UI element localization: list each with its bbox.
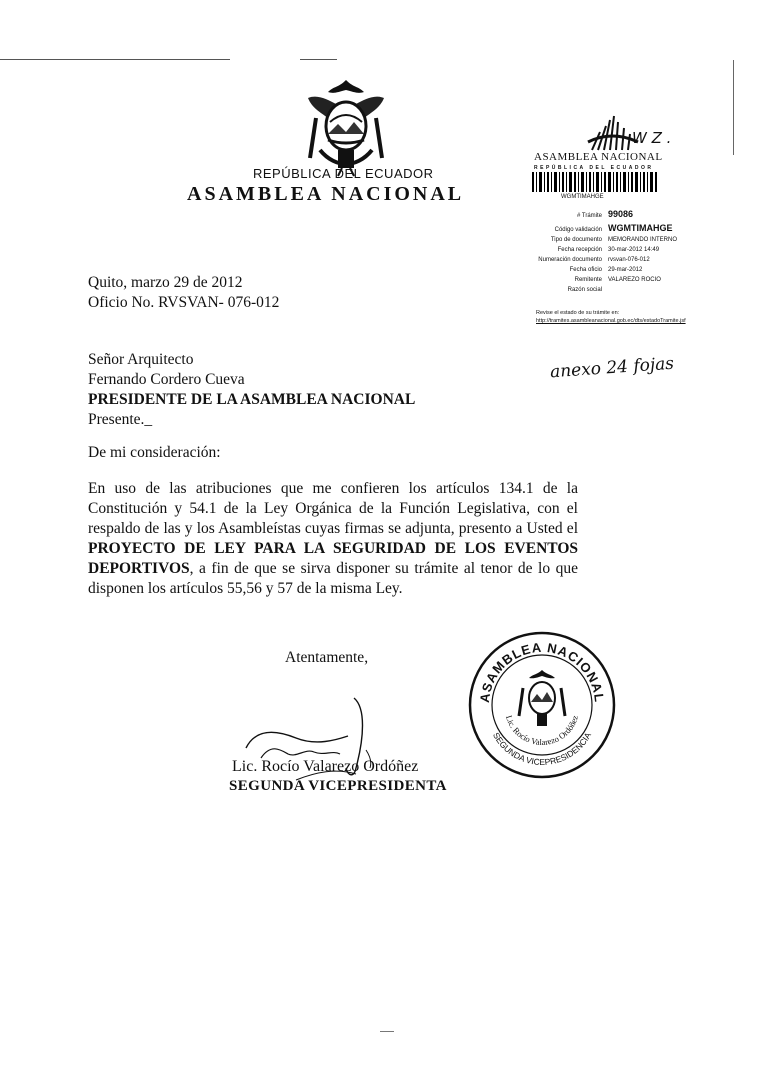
field-value: rvsvan-076-012 (608, 257, 650, 263)
seal-coat-of-arms-icon (519, 670, 565, 726)
field-label: Numeración documento (538, 257, 602, 263)
field-label: Razón social (567, 287, 602, 293)
field-value: 99086 (608, 209, 634, 219)
field-row-remitente (496, 277, 726, 287)
field-label: Fecha recepción (557, 247, 602, 253)
signer-name: Lic. Rocío Valarezo Ordóñez (232, 758, 419, 775)
body-paragraph (88, 479, 578, 599)
field-row-tramite (496, 209, 726, 223)
present: Presente._ (88, 411, 153, 428)
header-rule-right (300, 59, 337, 60)
recipient-title: PRESIDENTE DE LA ASAMBLEA NACIONAL (88, 391, 416, 408)
stamp-fields (496, 209, 726, 297)
barcode-text: WGMTIMAHGE (561, 194, 604, 200)
field-label: Fecha oficio (569, 267, 602, 273)
svg-text:SEGUNDA VICEPRESIDENCIA (491, 730, 593, 767)
official-seal (467, 630, 617, 780)
institution-name: ASAMBLEA NACIONAL (187, 183, 465, 205)
seal-inner-text: Lic. Rocío Valarezo Ordóñez (503, 714, 581, 748)
closing: Atentamente, (285, 649, 369, 666)
field-row-razon (496, 287, 726, 297)
seal-bottom-text: SEGUNDA VICEPRESIDENCIA (491, 730, 593, 767)
handwritten-initials: W Z . (632, 129, 672, 147)
place-date: Quito, marzo 29 de 2012 (88, 274, 243, 291)
field-label: Código validación (554, 227, 602, 233)
footer-mark (380, 1031, 394, 1032)
field-value: VALAREZO ROCIO (608, 277, 661, 283)
field-row-fecha-oficio (496, 267, 726, 277)
country-name: REPÚBLICA DEL ECUADOR (253, 166, 434, 181)
body-text-end: , a fin de que se sirva disponer su trámite al tenor de lo que disponen los artículos 55,56 y 57 de la misma Ley. (88, 560, 578, 597)
coat-of-arms-icon (298, 78, 394, 178)
seal-top-text: ASAMBLEA NACIONAL (476, 639, 608, 704)
body-text-start: En uso de las atribuciones que me confieren los artículos 134.1 de la Constitución y 54.1 de la Ley Orgánica de la Función Legislativa, con el respaldo de las y los Asambleístas cuyas firmas se adjunta, presento a Usted el (88, 480, 578, 537)
field-value: 30-mar-2012 14:49 (608, 247, 660, 253)
tracking-link[interactable]: http://tramites.asambleanacional.gob.ec/dts/estadoTramite.jsf (536, 318, 686, 324)
bill-title: PROYECTO DE LEY PARA LA SEGURIDAD DE LOS EVENTOS DEPORTIVOS (88, 540, 578, 577)
handwritten-note: anexo 24 fojas (549, 353, 675, 383)
field-row-numeracion (496, 257, 726, 267)
barcode-icon (532, 172, 657, 192)
field-value: MEMORANDO INTERNO (608, 237, 677, 243)
field-value: 29-mar-2012 (608, 267, 643, 273)
stamp-title: ASAMBLEA NACIONAL (534, 151, 663, 163)
stamp-note: Revise el estado de su trámite en: (536, 310, 620, 316)
recipient-name: Fernando Cordero Cueva (88, 371, 245, 388)
office-number: Oficio No. RVSVAN- 076-012 (88, 294, 280, 311)
field-row-fecha-recepcion (496, 247, 726, 257)
header-rule-left (0, 59, 230, 60)
field-value: WGMTIMAHGE (608, 223, 673, 233)
recipient-line: Señor Arquitecto (88, 351, 194, 368)
field-row-tipo (496, 237, 726, 247)
stamp-subtitle: REPÚBLICA DEL ECUADOR (534, 165, 654, 171)
field-label: Remitente (574, 277, 602, 283)
field-row-codigo (496, 223, 726, 237)
salutation: De mi consideración: (88, 444, 221, 461)
field-label: # Trámite (576, 213, 602, 219)
margin-rule (733, 60, 734, 155)
signer-title: SEGUNDA VICEPRESIDENTA (229, 778, 447, 794)
field-label: Tipo de documento (550, 237, 602, 243)
